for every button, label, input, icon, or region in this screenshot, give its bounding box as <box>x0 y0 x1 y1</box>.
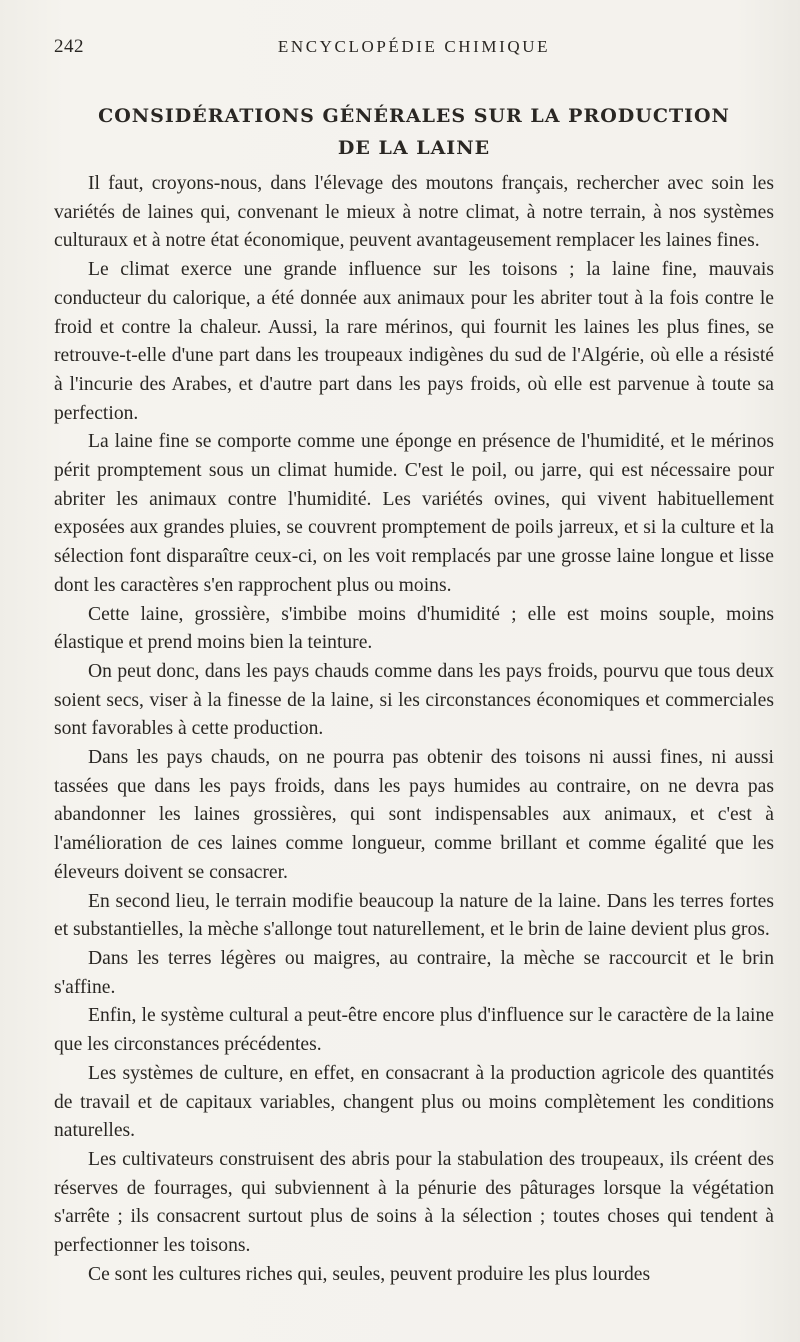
paragraph-10: Les systèmes de culture, en effet, en consacrant à la production agricole des quantités de travail et de capitaux variables, changent plus ou moins complètement les conditions naturelles. <box>54 1062 774 1142</box>
paragraph-4: Cette laine, grossière, s'imbibe moins d'humidité ; elle est moins souple, moins élastique et prend moins bien la teinture. <box>54 603 774 654</box>
paragraph-2: Le climat exerce une grande influence sur les toisons ; la laine fine, mauvais conducteur du calorique, a été donnée aux animaux pour les abriter tout à la fois contre le froid et contre la chaleur. Aussi, la rare mérinos, qui fournit les laines les plus fines, se retrouve-t-elle d'une part dans les troupeaux indigènes du sud de l'Algérie, où elle a résisté à l'incurie des Arabes, et d'autre part dans les pays froids, où elle est parvenue à toute sa perfection. <box>54 259 774 424</box>
paragraph-1: Il faut, croyons-nous, dans l'élevage des moutons français, rechercher avec soin les variétés de laines qui, convenant le mieux à notre climat, à notre terrain, à nos systèmes culturaux et à notre état économique, peuvent avantageusement remplacer les laines fines. <box>54 173 774 252</box>
paragraph-12: Ce sont les cultures riches qui, seules, peuvent produire les plus lourdes <box>88 1263 651 1285</box>
page-number: 242 <box>54 36 84 57</box>
paragraph-7: En second lieu, le terrain modifie beaucoup la nature de la laine. Dans les terres fortes et substantielles, la mèche s'allonge tout naturellement, et le brin de laine devient plus gros. <box>54 890 774 941</box>
paragraph-5: On peut donc, dans les pays chauds comme dans les pays froids, pourvu que tous deux soient secs, viser à la finesse de la laine, si les circonstances économiques et commerciales sont favorables à cette production. <box>54 660 774 740</box>
paragraph-9: Enfin, le système cultural a peut-être encore plus d'influence sur le caractère de la laine que les circonstances précédentes. <box>54 1005 774 1056</box>
section-title-line-1: CONSIDÉRATIONS GÉNÉRALES SUR LA PRODUCTION <box>98 105 730 127</box>
section-title-line-2: DE LA LAINE <box>337 137 491 159</box>
running-title: ENCYCLOPÉDIE CHIMIQUE <box>277 37 551 56</box>
paragraph-6: Dans les pays chauds, on ne pourra pas obtenir des toisons ni aussi fines, ni aussi tassées que dans les pays froids, dans les pays humides au contraire, on ne devra pas abandonner les laines grossières, qui sont indispensables aux animaux, et c'est à l'amélioration de ces laines comme longueur, comme brillant et comme égalité que les éleveurs doivent se consacrer. <box>54 747 774 883</box>
running-head <box>54 36 774 60</box>
paragraph-11: Les cultivateurs construisent des abris pour la stabulation des troupeaux, ils créent des réserves de fourrages, qui subviennent à la pénurie des pâturages lorsque la végétation s'arrête ; ils consacrent surtout plus de soins à la sélection ; toutes choses qui tendent à perfectionner les toisons. <box>54 1148 774 1257</box>
paragraph-8: Dans les terres légères ou maigres, au contraire, la mèche se raccourcit et le brin s'affine. <box>54 947 774 998</box>
paragraph-3: La laine fine se comporte comme une éponge en présence de l'humidité, et le mérinos périt promptement sous un climat humide. C'est le poil, ou jarre, qui est nécessaire pour abriter les animaux contre l'humidité. Les variétés ovines, qui vivent habituellement exposées aux grandes pluies, se couvrent promptement de poils jarreux, et si la culture et la sélection font disparaître ceux-ci, on les voit remplacés par une grosse laine longue et lisse dont les caractères s'en rapprochent plus ou moins. <box>54 431 774 596</box>
section-title <box>54 100 774 164</box>
body-text <box>54 170 774 1289</box>
